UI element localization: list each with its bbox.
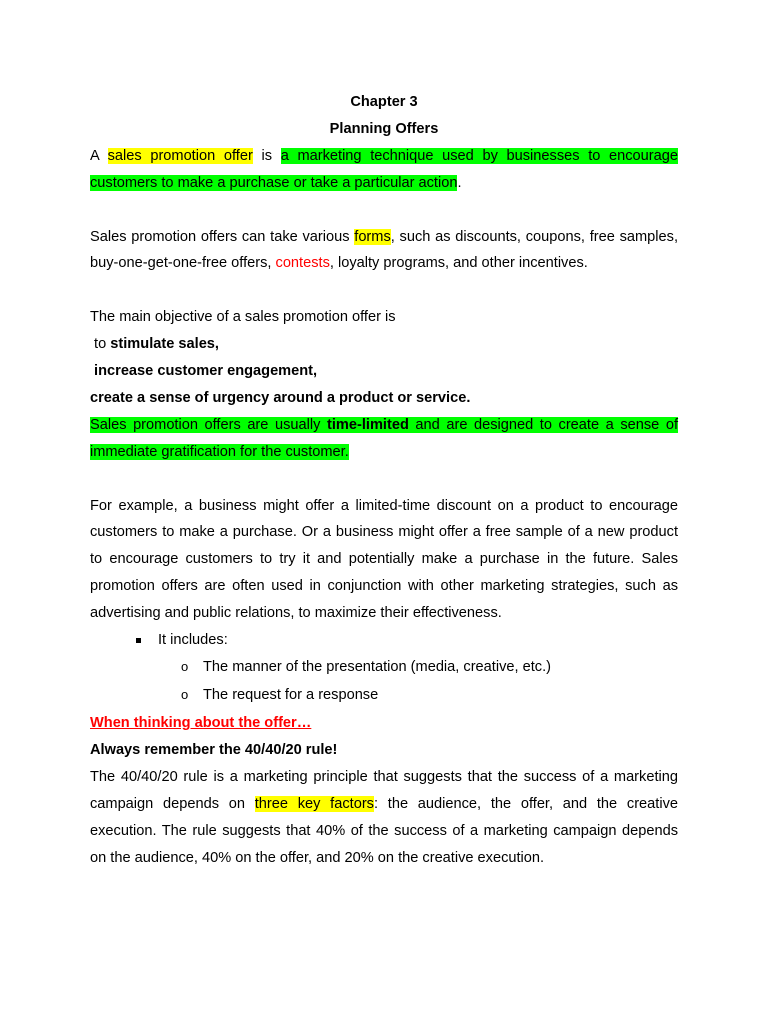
blank-line — [90, 277, 678, 304]
text-run: The 40/40/20 rule is a marketing principle that suggests that the success of a marketing campaign depends on — [90, 768, 678, 812]
list-item — [90, 627, 678, 654]
document-body — [90, 89, 678, 871]
paragraph-example: For example, a business might offer a limited-time discount on a product to encourage customers to make a purchase. Or a business might offer a free sample of a new product to encourage customers to try it and potentially make a purchase in the future. Sales promotion offers are often used in conjunction with other marketing strategies, such as advertising and public relations, to maximize their effectiveness. — [90, 497, 678, 622]
circle-bullet-icon: o — [181, 686, 189, 702]
red-text-contests: contests — [275, 255, 330, 272]
chapter-title: Planning Offers — [329, 120, 439, 137]
circle-bullet-icon: o — [181, 658, 189, 674]
highlight-definition: a marketing technique used by businesses to encourage customers to make a purchase or take a particular action — [90, 147, 678, 191]
text-run: . — [457, 174, 462, 191]
blank-line — [90, 466, 678, 493]
text-run: Sales promotion offers can take various — [90, 228, 355, 245]
paragraph-definition — [90, 143, 678, 197]
text-run: A — [90, 147, 108, 164]
highlight-run: Sales promotion offers are usually — [90, 416, 327, 433]
objective-bold: stimulate sales, — [110, 336, 219, 353]
sub-list-item-label: The manner of the presentation (media, creative, etc.) — [203, 658, 551, 675]
chapter-heading: Chapter 3 — [350, 94, 418, 110]
highlight-term: sales promotion offer — [107, 147, 253, 164]
paragraph-time-limited — [90, 412, 678, 466]
sub-list-item-label: The request for a response — [203, 686, 379, 703]
text-run: is — [252, 147, 281, 164]
sub-list-item — [90, 682, 678, 710]
sub-list-item — [90, 654, 678, 682]
list-item-label: It includes: — [158, 632, 228, 649]
objective-item — [90, 331, 678, 358]
objective-bold: increase customer engagement, — [90, 363, 318, 380]
text-run: to — [90, 336, 111, 353]
highlight-bold: time-limited — [326, 416, 409, 433]
highlight-run: and are designed to create a sense of immediate gratification for the customer. — [90, 416, 679, 460]
blank-line — [90, 197, 678, 224]
rule-heading — [90, 737, 678, 764]
rule-heading-text: Always remember the 40/40/20 rule! — [90, 741, 338, 758]
text-run: , loyalty programs, and other incentives. — [329, 255, 588, 272]
offer-heading: When thinking about the offer… — [90, 714, 312, 731]
square-bullet-icon — [136, 638, 141, 643]
objective-item — [90, 385, 678, 412]
paragraph-rule — [90, 764, 678, 872]
highlight-forms: forms — [354, 228, 391, 245]
objective-bold: create a sense of urgency around a product or service. — [90, 389, 471, 406]
paragraph-forms — [90, 224, 678, 278]
highlight-factors: three key factors — [254, 795, 374, 812]
text-run: : the audience, the offer, and the creative execution. The rule suggests that 40% of the success of a marketing campaign depends on the audience, 40% on the offer, and 20% on the creative execution. — [90, 795, 678, 866]
objective-intro: The main objective of a sales promotion offer is — [90, 309, 396, 326]
text-run: , such as discounts, coupons, free samples, buy-one-get-one-free offers, — [90, 228, 678, 272]
objective-item — [90, 358, 678, 385]
